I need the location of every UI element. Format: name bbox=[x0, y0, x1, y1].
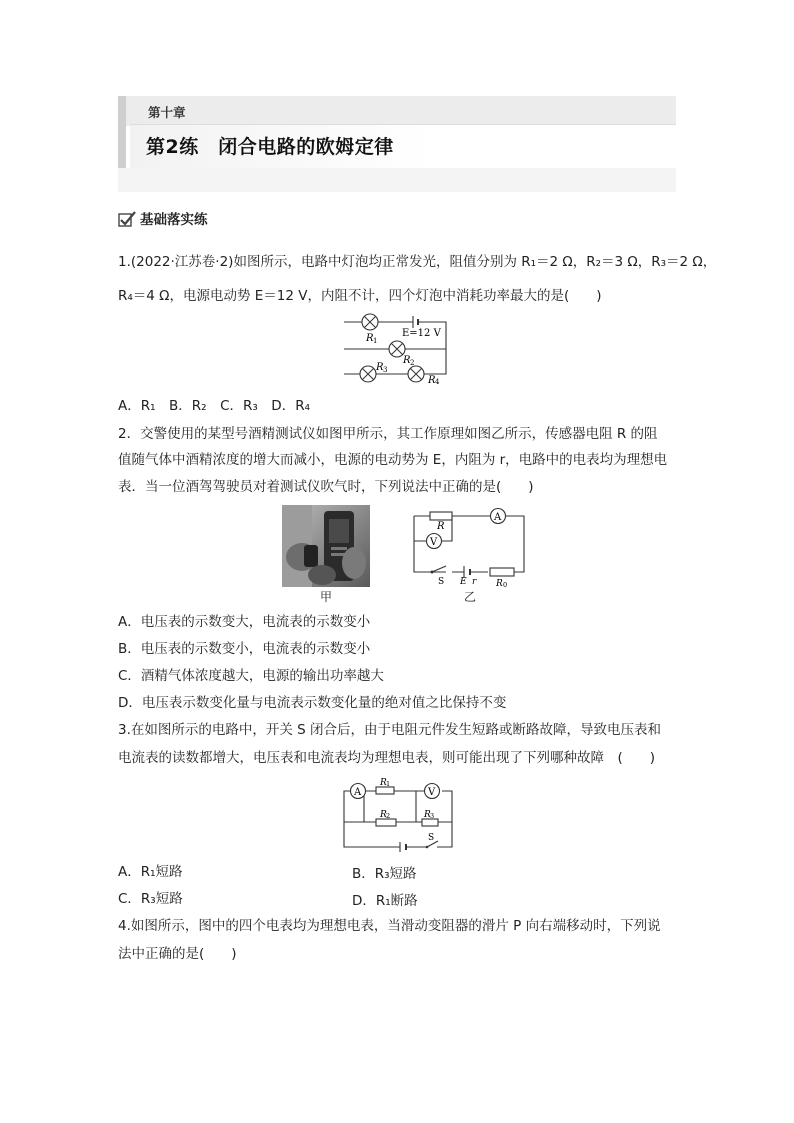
q1-line-2: R₄＝4 Ω，电源电动势 E＝12 V，内阻不计，四个灯泡中消耗功率最大的是( ) bbox=[118, 288, 602, 304]
label-r1-sub: 1 bbox=[386, 780, 391, 788]
battery-symbol bbox=[413, 316, 418, 328]
label-r1: R bbox=[366, 333, 374, 344]
label-r2: R bbox=[403, 355, 411, 366]
label-r4-sub: 4 bbox=[435, 378, 440, 384]
figure-yi-caption: 乙 bbox=[464, 590, 477, 604]
battery-symbol bbox=[400, 842, 406, 852]
ammeter-icon bbox=[491, 509, 506, 524]
chapter-label-background bbox=[126, 96, 676, 126]
q1-circuit-diagram bbox=[338, 312, 454, 384]
q3-option-c: C．R₃短路 bbox=[118, 891, 183, 907]
q3-line-2: 电流表的读数都增大，电压表和电流表均为理想电表，则可能出现了下列哪种故障 ( ) bbox=[118, 750, 656, 766]
q2-line-1: 2．交警使用的某型号酒精测试仪如图甲所示，其工作原理如图乙所示，传感器电阻 R 的阻 bbox=[118, 426, 658, 442]
label-r2-sub: 2 bbox=[386, 812, 391, 820]
q2-option-d: D．电压表示数变化量与电流表示数变化量的绝对值之比保持不变 bbox=[118, 695, 507, 711]
svg-text:A: A bbox=[354, 787, 362, 798]
label-e: E bbox=[460, 577, 467, 587]
label-r3-sub: 3 bbox=[383, 366, 388, 374]
q3-option-b: B．R₃短路 bbox=[352, 866, 417, 882]
svg-text:A: A bbox=[494, 512, 502, 523]
label-r2-sub: 2 bbox=[410, 359, 415, 367]
q2-option-c: C．酒精气体浓度越大，电源的输出功率越大 bbox=[118, 668, 384, 684]
lamp-r4 bbox=[408, 366, 424, 382]
label-r3: R bbox=[424, 810, 431, 820]
figure-jia-caption: 甲 bbox=[320, 590, 333, 604]
label-r4: R bbox=[428, 375, 436, 384]
section-heading bbox=[118, 208, 208, 228]
resistor-r2 bbox=[376, 819, 396, 826]
resistor-r0 bbox=[490, 568, 514, 576]
label-r3: R bbox=[376, 362, 384, 373]
label-r0-sub: 0 bbox=[503, 581, 508, 588]
q4-line-1: 4.如图所示，图中的四个电表均为理想电表，当滑动变阻器的滑片 P 向右端移动时，下列说 bbox=[118, 918, 661, 934]
q1-line-1: 1.(2022·江苏卷·2)如图所示，电路中灯泡均正常发光，阻值分别为 R₁＝2 Ω，R₂＝3 Ω，R₃＝2 Ω， bbox=[118, 254, 717, 270]
label-emf: E=12 V bbox=[402, 328, 441, 339]
label-r1-sub: 1 bbox=[373, 337, 378, 345]
lesson-title: 第2练 闭合电路的欧姆定律 bbox=[146, 136, 394, 158]
q3-option-a: A．R₁短路 bbox=[118, 864, 183, 880]
resistor-r3 bbox=[422, 819, 438, 826]
q2-option-b: B．电压表的示数变小，电流表的示数变小 bbox=[118, 641, 371, 657]
resistor-r bbox=[430, 512, 452, 520]
breathalyzer-photo bbox=[282, 505, 370, 587]
voltmeter-icon bbox=[427, 534, 442, 549]
q2-circuit-diagram bbox=[406, 506, 530, 588]
label-r: R bbox=[437, 521, 445, 532]
ammeter-icon bbox=[351, 784, 366, 799]
lamp-r3 bbox=[360, 366, 376, 382]
chapter-label: 第十章 bbox=[148, 105, 186, 120]
q3-circuit-diagram bbox=[340, 776, 456, 854]
q2-option-a: A．电压表的示数变大，电流表的示数变小 bbox=[118, 614, 371, 630]
label-r1: R bbox=[380, 778, 387, 788]
svg-text:V: V bbox=[428, 787, 436, 798]
label-s: S bbox=[428, 833, 435, 843]
q2-line-2: 值随气体中酒精浓度的增大而减小，电源的电动势为 E，内阻为 r，电路中的电表均为理想电 bbox=[118, 452, 668, 468]
q3-option-d: D．R₁断路 bbox=[352, 893, 418, 909]
q2-line-3: 表．当一位酒驾驾驶员对着测试仪吹气时，下列说法中正确的是( ) bbox=[118, 479, 534, 495]
q4-line-2: 法中正确的是( ) bbox=[118, 946, 237, 962]
resistor-r1 bbox=[376, 787, 394, 794]
chapter-band-bottom bbox=[118, 168, 676, 192]
label-r0: R bbox=[496, 579, 503, 588]
q1-options: A．R₁ B．R₂ C．R₃ D．R₄ bbox=[118, 398, 310, 414]
section-title: 基础落实练 bbox=[140, 212, 208, 228]
checkbox-icon bbox=[118, 211, 136, 227]
label-s: S bbox=[438, 577, 445, 587]
q3-line-1: 3.在如图所示的电路中，开关 S 闭合后，由于电阻元件发生短路或断路故障，导致电压表和 bbox=[118, 722, 662, 738]
label-r2: R bbox=[380, 810, 387, 820]
voltmeter-icon bbox=[425, 784, 440, 799]
lamp-r1 bbox=[362, 314, 378, 330]
svg-text:V: V bbox=[430, 537, 438, 548]
label-internal-r: r bbox=[472, 577, 477, 587]
label-r3-sub: 3 bbox=[430, 812, 435, 820]
